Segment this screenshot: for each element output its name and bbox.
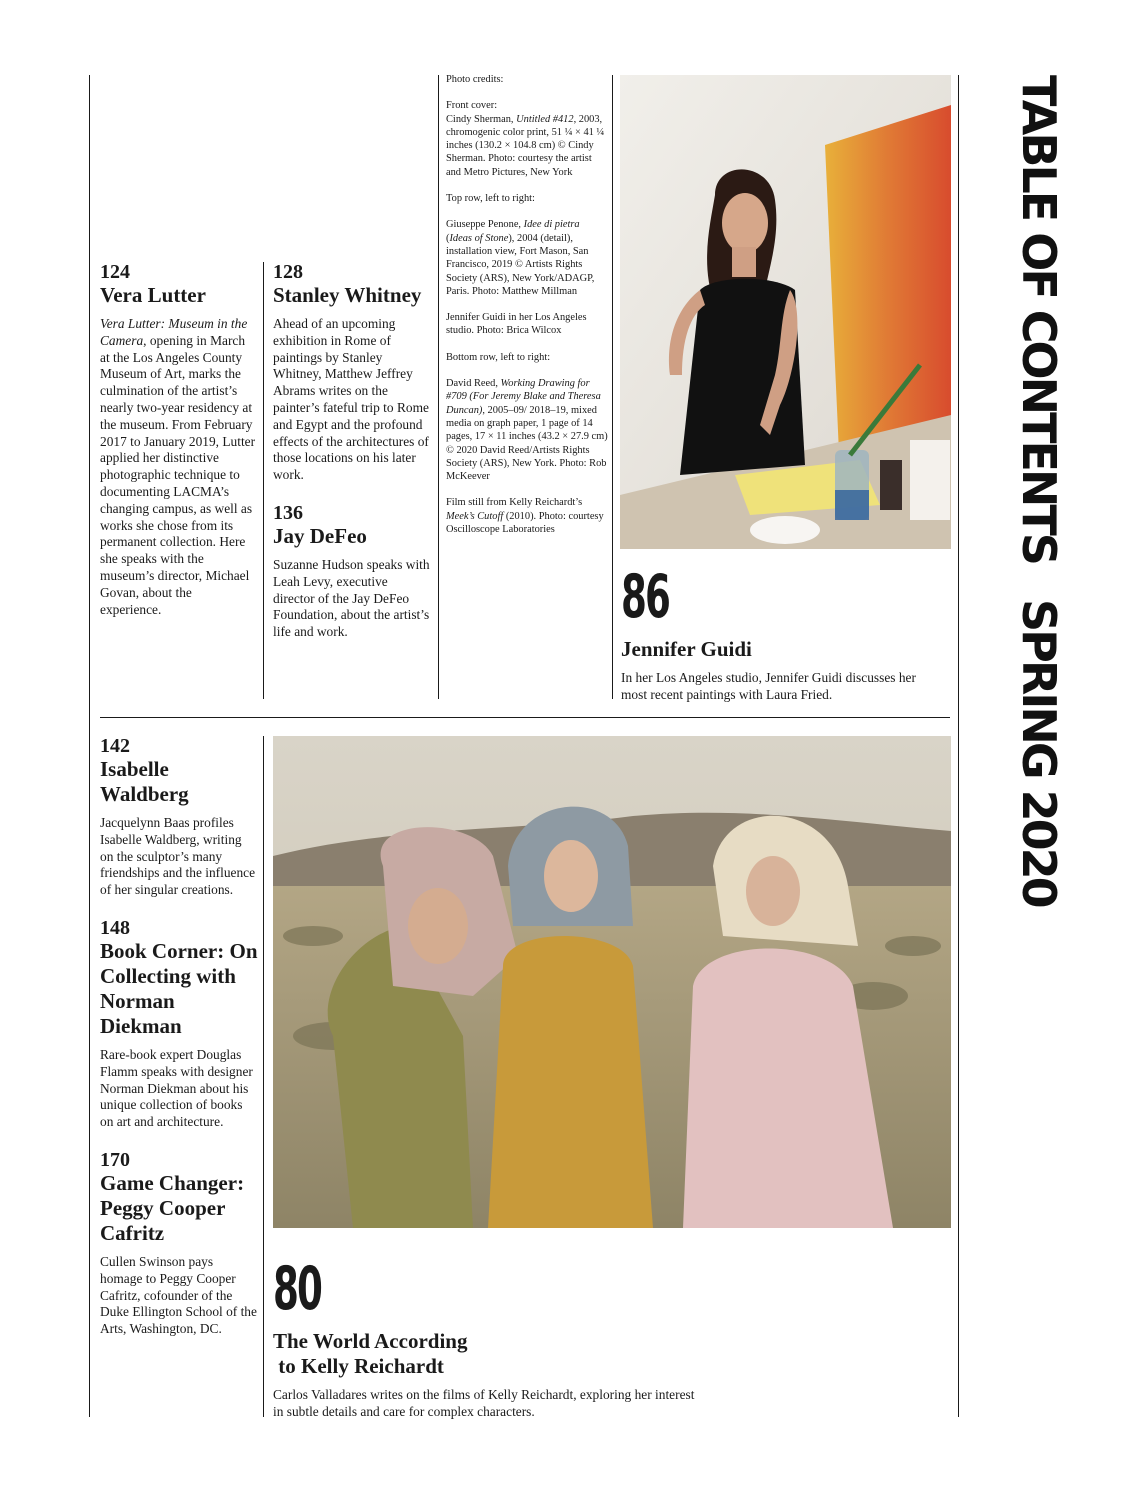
feature-title-line: The World According <box>273 1329 468 1353</box>
credit-text: , 2005–09/ 2018–19, mixed media on graph paper, 1 page of 14 pages, 17 × 11 inches (43.2 × 27.9 cm) © 2020 David Reed/Artists Rights Society (ARS), New York. Photo: Rob McKeever <box>446 404 608 483</box>
credit-italic: Untitled #412 <box>516 113 574 125</box>
entry-description <box>100 316 256 618</box>
entry-title: Book Corner: On Collecting with Norman Diekman <box>100 938 258 1038</box>
column-rule <box>89 75 90 1417</box>
film-still-illustration <box>273 736 951 1228</box>
entry-170 <box>100 1149 258 1338</box>
entry-title: Stanley Whitney <box>273 283 422 307</box>
column-rule <box>263 262 264 699</box>
feature-page-number: 80 <box>273 1254 322 1324</box>
credit-italic: Idee di pietra <box>523 219 580 231</box>
entry-page-number: 170 <box>100 1148 130 1171</box>
entry-description: Jacquelynn Baas profiles Isabelle Waldberg, writing on the sculptor’s many friendships and the influence of her singular creations. <box>100 815 256 898</box>
issue-label: SPRING 2020 <box>1012 598 1066 906</box>
entry-136 <box>273 502 431 641</box>
entry-title: Isabelle Waldberg <box>100 757 189 806</box>
feature-description: Carlos Valladares writes on the films of Kelly Reichardt, exploring her interest in subtle details and care for complex characters. <box>273 1387 695 1419</box>
credit-text: (2010). Photo: courtesy Oscilloscope Laboratories <box>446 510 604 536</box>
credit-guidi: Jennifer Guidi in her Los Angeles studio. Photo: Brica Wilcox <box>446 312 587 337</box>
film-still-photo <box>273 736 951 1228</box>
credit-label: Front cover: <box>446 100 498 112</box>
feature-title <box>273 1329 723 1379</box>
entries-column-2 <box>273 261 431 659</box>
entry-page-number: 142 <box>100 735 130 757</box>
entry-description: Ahead of an upcoming exhibition in Rome of paintings by Stanley Whitney, Matthew Jeffrey Abrams writes on the painter’s fateful trip to Rome and Egypt and the profound effects of the architectures of those locations on his later work. <box>273 316 429 483</box>
credit-text: ), 2004 (detail), installation view, Fort Mason, San Francisco, 2019 © Artists Rights Society (ARS), New York/ADAGP, Paris. Photo: Matthew Millman <box>446 232 595 297</box>
entry-148 <box>100 917 258 1131</box>
entry-page-number: 128 <box>273 261 303 283</box>
credit-text: Giuseppe Penone, <box>446 219 524 231</box>
entry-description-italic: Vera Lutter: Museum in the Camera <box>100 316 248 348</box>
credit-italic: Ideas of Stone <box>449 232 509 244</box>
feature-guidi <box>621 562 941 704</box>
entry-title: Vera Lutter <box>100 283 206 307</box>
column-rule <box>958 75 959 1417</box>
column-rule <box>263 736 264 1417</box>
credit-italic: Working Drawing for #709 (For Jeremy Blake and Theresa Duncan) <box>446 378 601 416</box>
table-of-contents-heading: TABLE OF CONTENTS <box>1012 75 1066 563</box>
entry-page-number: 148 <box>100 916 130 939</box>
entry-description: Suzanne Hudson speaks with Leah Levy, executive director of the Jay DeFeo Foundation, about the artist’s life and work. <box>273 556 430 640</box>
feature-title-line: to Kelly Reichardt <box>278 1354 444 1378</box>
column-rule <box>612 75 613 699</box>
credit-text: Film still from Kelly Reichardt’s <box>446 497 583 509</box>
credit-bottom-row-label: Bottom row, left to right: <box>446 351 551 363</box>
credit-text: Cindy Sherman, <box>446 113 517 125</box>
entry-128 <box>273 261 431 484</box>
column-rule <box>438 75 439 699</box>
credit-penone <box>446 218 608 298</box>
feature-reichardt <box>273 1254 723 1421</box>
entry-title: Game Changer: Peggy Cooper Cafritz <box>100 1170 245 1245</box>
vertical-masthead <box>1010 75 1068 906</box>
entry-page-number: 124 <box>100 261 130 283</box>
entry-142 <box>100 735 258 899</box>
credit-front-cover <box>446 99 608 179</box>
entry-124 <box>100 261 256 618</box>
entry-title: Jay DeFeo <box>273 523 367 548</box>
credit-text: David Reed, <box>446 378 501 390</box>
entry-description: Rare-book expert Douglas Flamm speaks with designer Norman Diekman about his unique collection of books on art and architecture. <box>100 1046 253 1130</box>
section-divider <box>100 717 950 718</box>
credit-top-row-label: Top row, left to right: <box>446 193 535 205</box>
entry-page-number: 136 <box>273 501 303 524</box>
feature-page-number: 86 <box>621 562 670 632</box>
credit-italic: Meek’s Cutoff <box>446 510 504 522</box>
entry-description-text: , opening in March at the Los Angeles County Museum of Art, marks the culmination of the artist’s nearly two-year residency at the museum. From February 2017 to January 2019, Lutter applied her distinctive photographic technique to documenting LACMA’s changing campus, as well as works she chose from its permanent collection. Here she speaks with the museum’s director, Michael Govan, about the experience. <box>100 332 256 617</box>
photo-credits <box>446 73 608 549</box>
credits-heading: Photo credits: <box>446 74 504 85</box>
feature-description: In her Los Angeles studio, Jennifer Guidi discusses her most recent paintings with Laura Fried. <box>621 670 916 702</box>
feature-title: Jennifer Guidi <box>621 637 752 661</box>
credit-film <box>446 496 608 536</box>
entry-description: Cullen Swinson pays homage to Peggy Cooper Cafritz, cofounder of the Duke Ellington School of the Arts, Washington, DC. <box>100 1253 257 1337</box>
credit-text: , 2003, chromogenic color print, 51 ¼ × 41 ¼ inches (130.2 × 104.8 cm) © Cindy Sherman. Photo: courtesy the artist and Metro Pictures, New York <box>446 113 605 178</box>
credit-reed <box>446 377 608 483</box>
credit-text: ( <box>446 232 450 244</box>
guidi-studio-photo <box>620 75 951 549</box>
guidi-photo-illustration <box>620 75 951 549</box>
entries-column-lower <box>100 735 258 1356</box>
